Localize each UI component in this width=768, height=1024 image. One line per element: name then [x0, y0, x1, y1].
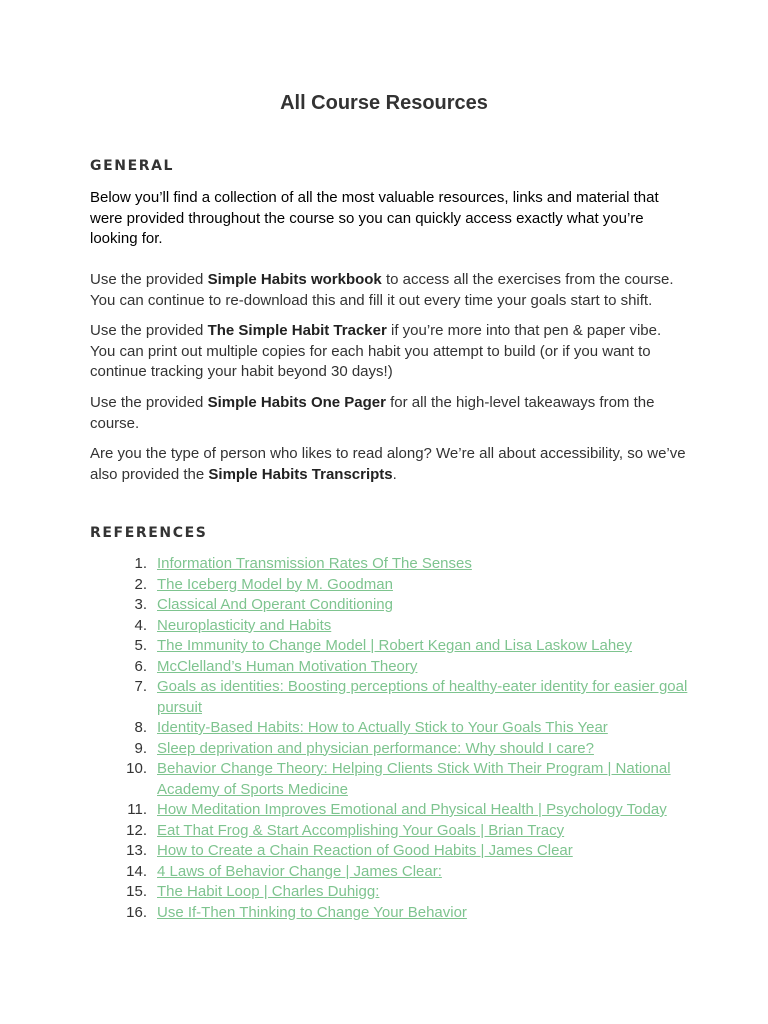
resource-name-one-pager: Simple Habits One Pager [207, 394, 386, 411]
reference-item [90, 821, 690, 842]
paragraph-habit-tracker [90, 321, 690, 383]
section-heading-references: REFERENCES [90, 525, 208, 541]
reference-number: 2. [134, 575, 147, 593]
paragraph-workbook [90, 270, 690, 311]
reference-number: 5. [134, 637, 147, 654]
reference-link[interactable]: Goals as identities: Boosting perceptions of healthy-eater identity for easier goal pursuit [157, 678, 688, 716]
reference-item [90, 595, 690, 616]
reference-item [90, 616, 690, 637]
reference-number: 15. [126, 883, 147, 900]
reference-item [90, 759, 690, 800]
resource-name-workbook: Simple Habits workbook [207, 271, 382, 288]
reference-number: 1. [134, 555, 147, 572]
reference-link[interactable]: The Immunity to Change Model | Robert Kegan and Lisa Laskow Lahey [157, 637, 633, 654]
paragraph-transcripts [90, 444, 690, 485]
reference-item [90, 903, 690, 924]
paragraph-text: Use the provided [90, 394, 208, 411]
reference-link[interactable]: How to Create a Chain Reaction of Good Habits | James Clear [157, 842, 573, 859]
paragraph-text: Use the provided [90, 271, 208, 288]
reference-item [90, 657, 690, 678]
paragraph-text: Use the provided [90, 322, 208, 339]
reference-number: 7. [134, 678, 147, 695]
reference-number: 4. [134, 616, 147, 634]
reference-item [90, 718, 690, 739]
reference-item [90, 739, 690, 760]
reference-number: 11. [127, 801, 147, 818]
reference-link[interactable]: Information Transmission Rates Of The Senses [157, 555, 472, 572]
reference-number: 3. [134, 596, 147, 613]
page-title: All Course Resources [280, 92, 488, 114]
section-heading-general: GENERAL [90, 158, 175, 174]
reference-link[interactable]: Sleep deprivation and physician performance: Why should I care? [157, 739, 594, 757]
reference-link[interactable]: The Habit Loop | Charles Duhigg: [157, 883, 380, 900]
reference-number: 8. [134, 719, 147, 736]
paragraph-text: . [392, 465, 397, 483]
reference-number: 9. [134, 739, 147, 757]
reference-link[interactable]: Neuroplasticity and Habits [157, 616, 332, 634]
resource-name-habit-tracker: The Simple Habit Tracker [207, 322, 387, 339]
paragraph-text: for all the high-level takeaways from the course. [90, 394, 655, 432]
paragraph-text: Are you the type of person who likes to read along? We’re all about accessibility, so we’ve also provided the [90, 445, 686, 483]
reference-item [90, 862, 690, 883]
reference-item [90, 841, 690, 862]
intro-paragraph: Below you’ll find a collection of all the most valuable resources, links and material that were provided throughout the course so you can quickly access exactly what you’re looking for. [90, 189, 659, 247]
reference-number: 13. [126, 842, 147, 859]
reference-link[interactable]: How Meditation Improves Emotional and Physical Health | Psychology Today [157, 801, 667, 818]
reference-number: 10. [126, 760, 147, 777]
reference-link[interactable]: McClelland’s Human Motivation Theory [157, 657, 418, 675]
reference-link[interactable]: 4 Laws of Behavior Change | James Clear: [157, 862, 442, 880]
paragraph-text: if you’re more into that pen & paper vibe. You can print out multiple copies for each habit you attempt to build (or if you want to continue tracking your habit beyond 30 days!) [90, 322, 662, 380]
reference-number: 16. [126, 903, 147, 921]
paragraph-text: to access all the exercises from the course. You can continue to re-download this and fill it out every time your goals start to shift. [90, 271, 674, 309]
reference-item [90, 575, 690, 596]
reference-link[interactable]: Use If-Then Thinking to Change Your Behavior [157, 903, 467, 921]
reference-item [90, 882, 690, 903]
reference-item [90, 677, 690, 718]
reference-link[interactable]: Behavior Change Theory: Helping Clients Stick With Their Program | National Academy of Sports Medicine [157, 760, 671, 798]
reference-number: 12. [126, 821, 147, 839]
resource-name-transcripts: Simple Habits Transcripts [208, 465, 393, 483]
reference-number: 6. [134, 657, 147, 675]
paragraph-one-pager [90, 393, 690, 434]
reference-item [90, 800, 690, 821]
reference-item [90, 554, 690, 575]
reference-link[interactable]: The Iceberg Model by M. Goodman [157, 575, 393, 593]
reference-number: 14. [126, 862, 147, 880]
reference-link[interactable]: Identity-Based Habits: How to Actually Stick to Your Goals This Year [157, 719, 608, 736]
references-list [90, 554, 690, 923]
reference-link[interactable]: Classical And Operant Conditioning [157, 596, 393, 613]
reference-link[interactable]: Eat That Frog & Start Accomplishing Your Goals | Brian Tracy [157, 821, 565, 839]
reference-item [90, 636, 690, 657]
